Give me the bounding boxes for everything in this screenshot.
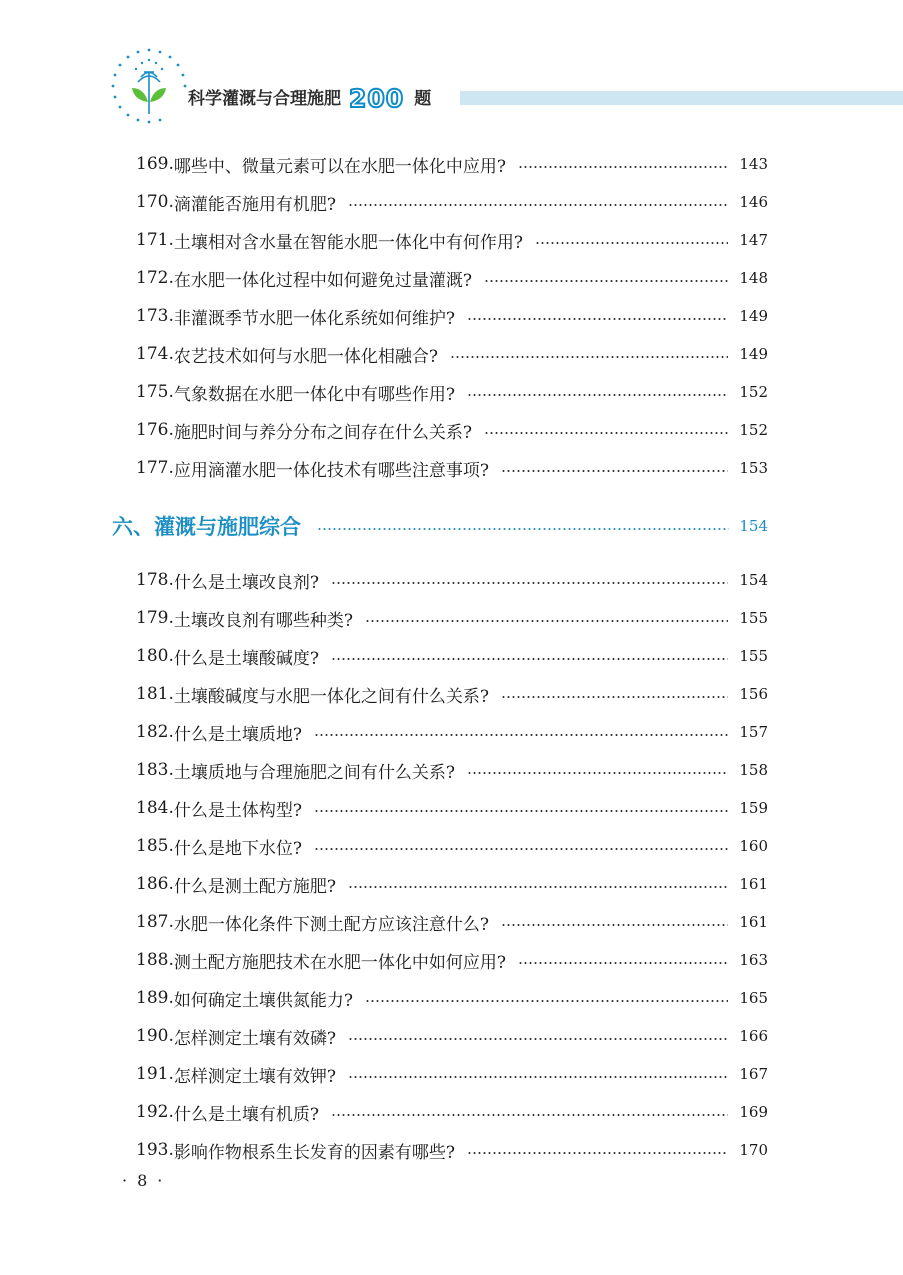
entry-title: 土壤改良剂有哪些种类? xyxy=(173,610,353,631)
entry-title: 什么是土体构型? xyxy=(173,800,302,821)
entry-number: 183. xyxy=(136,760,174,780)
leader-dots xyxy=(501,695,728,699)
entry-page: 149 xyxy=(739,345,768,363)
entry-page: 155 xyxy=(739,647,768,665)
entry-page: 166 xyxy=(739,1027,768,1045)
leader-dots xyxy=(348,885,728,889)
toc-entry[interactable] xyxy=(136,298,768,334)
entry-number: 184. xyxy=(136,798,174,818)
entry-title: 非灌溉季节水肥一体化系统如何维护? xyxy=(173,308,455,329)
toc-entry[interactable] xyxy=(136,638,768,674)
book-title-number: 200 xyxy=(349,84,405,113)
entry-title: 什么是土壤酸碱度? xyxy=(173,648,319,669)
leader-dots xyxy=(450,355,728,359)
entry-number: 170. xyxy=(136,192,174,212)
entry-number: 189. xyxy=(136,988,174,1008)
entry-title: 怎样测定土壤有效磷? xyxy=(173,1028,336,1049)
entry-title: 气象数据在水肥一体化中有哪些作用? xyxy=(173,384,455,405)
toc-entry[interactable] xyxy=(136,450,768,486)
entry-page: 167 xyxy=(739,1065,768,1083)
entry-page: 155 xyxy=(739,609,768,627)
leader-dots xyxy=(348,1037,728,1041)
entry-page: 147 xyxy=(739,231,768,249)
sprinkler-sprout-icon xyxy=(108,44,190,126)
page-number: 8 xyxy=(137,1170,148,1190)
page-header xyxy=(0,0,903,130)
entry-page: 143 xyxy=(739,155,768,173)
entry-title: 测土配方施肥技术在水肥一体化中如何应用? xyxy=(173,952,506,973)
entry-title: 滴灌能否施用有机肥? xyxy=(173,194,336,215)
entry-page: 156 xyxy=(739,685,768,703)
entry-title: 什么是地下水位? xyxy=(173,838,302,859)
leader-dots xyxy=(365,999,728,1003)
section-page: 154 xyxy=(739,517,768,535)
entry-title: 土壤酸碱度与水肥一体化之间有什么关系? xyxy=(173,686,489,707)
entry-page: 170 xyxy=(739,1141,768,1159)
leader-dots xyxy=(467,1151,728,1155)
entry-title: 在水肥一体化过程中如何避免过量灌溉? xyxy=(173,270,472,291)
entry-title: 应用滴灌水肥一体化技术有哪些注意事项? xyxy=(173,460,489,481)
leader-dots xyxy=(331,1113,728,1117)
leader-dots xyxy=(317,527,729,531)
leader-dots xyxy=(314,733,728,737)
entry-number: 192. xyxy=(136,1102,174,1122)
leader-dots xyxy=(484,279,728,283)
toc-entry[interactable] xyxy=(136,374,768,410)
leader-dots xyxy=(331,581,728,585)
entry-number: 169. xyxy=(136,154,174,174)
toc-entry[interactable] xyxy=(136,184,768,220)
entry-number: 193. xyxy=(136,1140,174,1160)
entry-page: 169 xyxy=(739,1103,768,1121)
book-title-text: 科学灌溉与合理施肥 xyxy=(188,89,341,109)
entry-number: 174. xyxy=(136,344,174,364)
toc-entry[interactable] xyxy=(136,676,768,712)
entry-number: 175. xyxy=(136,382,174,402)
leader-dots xyxy=(467,317,728,321)
entry-number: 172. xyxy=(136,268,174,288)
leader-dots xyxy=(518,165,728,169)
leader-dots xyxy=(501,923,728,927)
toc-entry[interactable] xyxy=(136,1018,768,1054)
page-footer xyxy=(122,1168,162,1192)
leader-dots xyxy=(348,203,728,207)
entry-page: 157 xyxy=(739,723,768,741)
entry-title: 土壤相对含水量在智能水肥一体化中有何作用? xyxy=(173,232,523,253)
entry-number: 173. xyxy=(136,306,174,326)
toc-entry[interactable] xyxy=(136,260,768,296)
leader-dots xyxy=(484,431,728,435)
entry-title: 哪些中、微量元素可以在水肥一体化中应用? xyxy=(173,156,506,177)
section-heading[interactable] xyxy=(112,506,768,546)
toc-entry[interactable] xyxy=(136,562,768,598)
section-title: 六、灌溉与施肥综合 xyxy=(112,515,301,539)
book-title xyxy=(188,86,431,112)
leader-dots xyxy=(314,809,728,813)
leader-dots xyxy=(365,619,728,623)
toc-entry[interactable] xyxy=(136,866,768,902)
footer-bullet-right: · xyxy=(157,1170,163,1190)
entry-title: 土壤质地与合理施肥之间有什么关系? xyxy=(173,762,455,783)
footer-bullet-left: · xyxy=(122,1170,128,1190)
entry-title: 农艺技术如何与水肥一体化相融合? xyxy=(173,346,438,367)
toc-entry[interactable] xyxy=(136,752,768,788)
entry-number: 190. xyxy=(136,1026,174,1046)
toc-entry[interactable] xyxy=(136,1056,768,1092)
entry-title: 什么是测土配方施肥? xyxy=(173,876,336,897)
entry-title: 水肥一体化条件下测土配方应该注意什么? xyxy=(173,914,489,935)
leader-dots xyxy=(314,847,728,851)
entry-title: 什么是土壤质地? xyxy=(173,724,302,745)
book-title-suffix: 题 xyxy=(414,89,432,109)
leader-dots xyxy=(518,961,728,965)
entry-page: 158 xyxy=(739,761,768,779)
toc-entry[interactable] xyxy=(136,146,768,182)
toc-entry[interactable] xyxy=(136,828,768,864)
entry-title: 怎样测定土壤有效钾? xyxy=(173,1066,336,1087)
entry-page: 161 xyxy=(739,913,768,931)
entry-title: 施肥时间与养分分布之间存在什么关系? xyxy=(173,422,472,443)
entry-number: 180. xyxy=(136,646,174,666)
entry-number: 182. xyxy=(136,722,174,742)
entry-page: 163 xyxy=(739,951,768,969)
entry-number: 191. xyxy=(136,1064,174,1084)
entry-number: 186. xyxy=(136,874,174,894)
entry-number: 188. xyxy=(136,950,174,970)
entry-page: 165 xyxy=(739,989,768,1007)
entry-page: 154 xyxy=(739,571,768,589)
toc-entry[interactable] xyxy=(136,790,768,826)
entry-page: 160 xyxy=(739,837,768,855)
leader-dots xyxy=(348,1075,728,1079)
entry-title: 什么是土壤有机质? xyxy=(173,1104,319,1125)
entry-number: 179. xyxy=(136,608,174,628)
entry-number: 181. xyxy=(136,684,174,704)
toc-entry[interactable] xyxy=(136,980,768,1016)
toc-entry[interactable] xyxy=(136,412,768,448)
toc-entry[interactable] xyxy=(136,1094,768,1130)
entry-page: 148 xyxy=(739,269,768,287)
entry-number: 187. xyxy=(136,912,174,932)
toc-entry[interactable] xyxy=(136,714,768,750)
entry-page: 146 xyxy=(739,193,768,211)
entry-number: 185. xyxy=(136,836,174,856)
leader-dots xyxy=(467,393,728,397)
entry-number: 171. xyxy=(136,230,174,250)
entry-number: 176. xyxy=(136,420,174,440)
toc-entry[interactable] xyxy=(136,222,768,258)
leader-dots xyxy=(535,241,728,245)
leader-dots xyxy=(331,657,728,661)
toc-entry[interactable] xyxy=(136,336,768,372)
entry-page: 152 xyxy=(739,421,768,439)
leader-dots xyxy=(501,469,728,473)
toc-entry[interactable] xyxy=(136,904,768,940)
entry-number: 178. xyxy=(136,570,174,590)
entry-page: 159 xyxy=(739,799,768,817)
entry-page: 152 xyxy=(739,383,768,401)
header-accent-bar xyxy=(460,91,903,105)
leader-dots xyxy=(467,771,728,775)
entry-title: 什么是土壤改良剂? xyxy=(173,572,319,593)
entry-page: 153 xyxy=(739,459,768,477)
entry-number: 177. xyxy=(136,458,174,478)
entry-title: 如何确定土壤供氮能力? xyxy=(173,990,353,1011)
toc-entry[interactable] xyxy=(136,1132,768,1168)
entry-title: 影响作物根系生长发育的因素有哪些? xyxy=(173,1142,455,1163)
toc-entry[interactable] xyxy=(136,942,768,978)
toc-entry[interactable] xyxy=(136,600,768,636)
entry-page: 149 xyxy=(739,307,768,325)
entry-page: 161 xyxy=(739,875,768,893)
